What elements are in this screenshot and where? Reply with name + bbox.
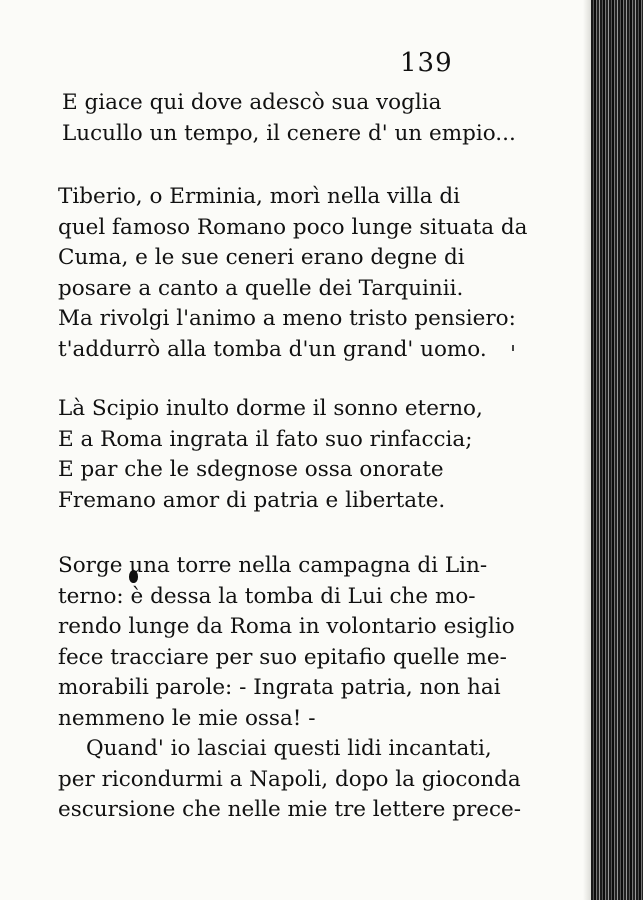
paragraph-line: rendo lunge da Roma in volontario esiglio [58, 614, 515, 639]
verse-quote-2 [58, 394, 483, 516]
paragraph-tiberio [58, 182, 528, 365]
paragraph-line: t'addurrò alla tomba d'un grand' uomo. [58, 336, 487, 362]
verse-quote-1 [62, 88, 516, 149]
paragraph-linterno [58, 551, 515, 734]
verse-line: E par che le sdegnose ossa onorate [58, 457, 444, 482]
page-number: 139 [400, 48, 453, 78]
paragraph-line: Ma rivolgi l'animo a meno tristo pensiero: [58, 306, 516, 331]
paragraph-line: terno: è dessa la tomba di Lui che mo- [58, 583, 476, 609]
paragraph-line: Cuma, e le sue ceneri erano degne di [58, 245, 465, 270]
paragraph-line: per ricondurmi a Napoli, dopo la gioconda [58, 766, 521, 792]
ink-speck [512, 345, 514, 351]
verse-line: E giace qui dove adescò sua voglia [62, 90, 442, 115]
paragraph-line: morabili parole: - Ingrata patria, non hai [58, 675, 501, 700]
paragraph-line: posare a canto a quelle dei Tarquinii. [58, 275, 464, 301]
verse-line: E a Roma ingrata il fato suo rinfaccia; [58, 426, 473, 452]
verse-line: Fremano amor di patria e libertate. [58, 487, 446, 513]
paragraph-line: fece tracciare per suo epitafio quelle me- [58, 644, 507, 670]
paragraph-line: Sorge una torre nella campagna di Lin- [58, 553, 488, 578]
gutter-shadow [583, 0, 591, 900]
paragraph-line: quel famoso Romano poco lunge situata da [58, 214, 528, 240]
verse-line: Lucullo un tempo, il cenere d' un empio... [62, 120, 516, 146]
paragraph-line: Tiberio, o Erminia, morì nella villa di [58, 184, 461, 209]
verse-line: Là Scipio inulto dorme il sonno eterno, [58, 396, 483, 421]
book-binding-edge [591, 0, 643, 900]
paragraph-line: escursione che nelle mie tre lettere prece- [58, 797, 522, 822]
paragraph-line: nemmeno le mie ossa! - [58, 705, 316, 731]
paragraph-line: Quand' io lasciai questi lidi incantati, [86, 736, 492, 761]
paragraph-napoli [58, 734, 522, 826]
